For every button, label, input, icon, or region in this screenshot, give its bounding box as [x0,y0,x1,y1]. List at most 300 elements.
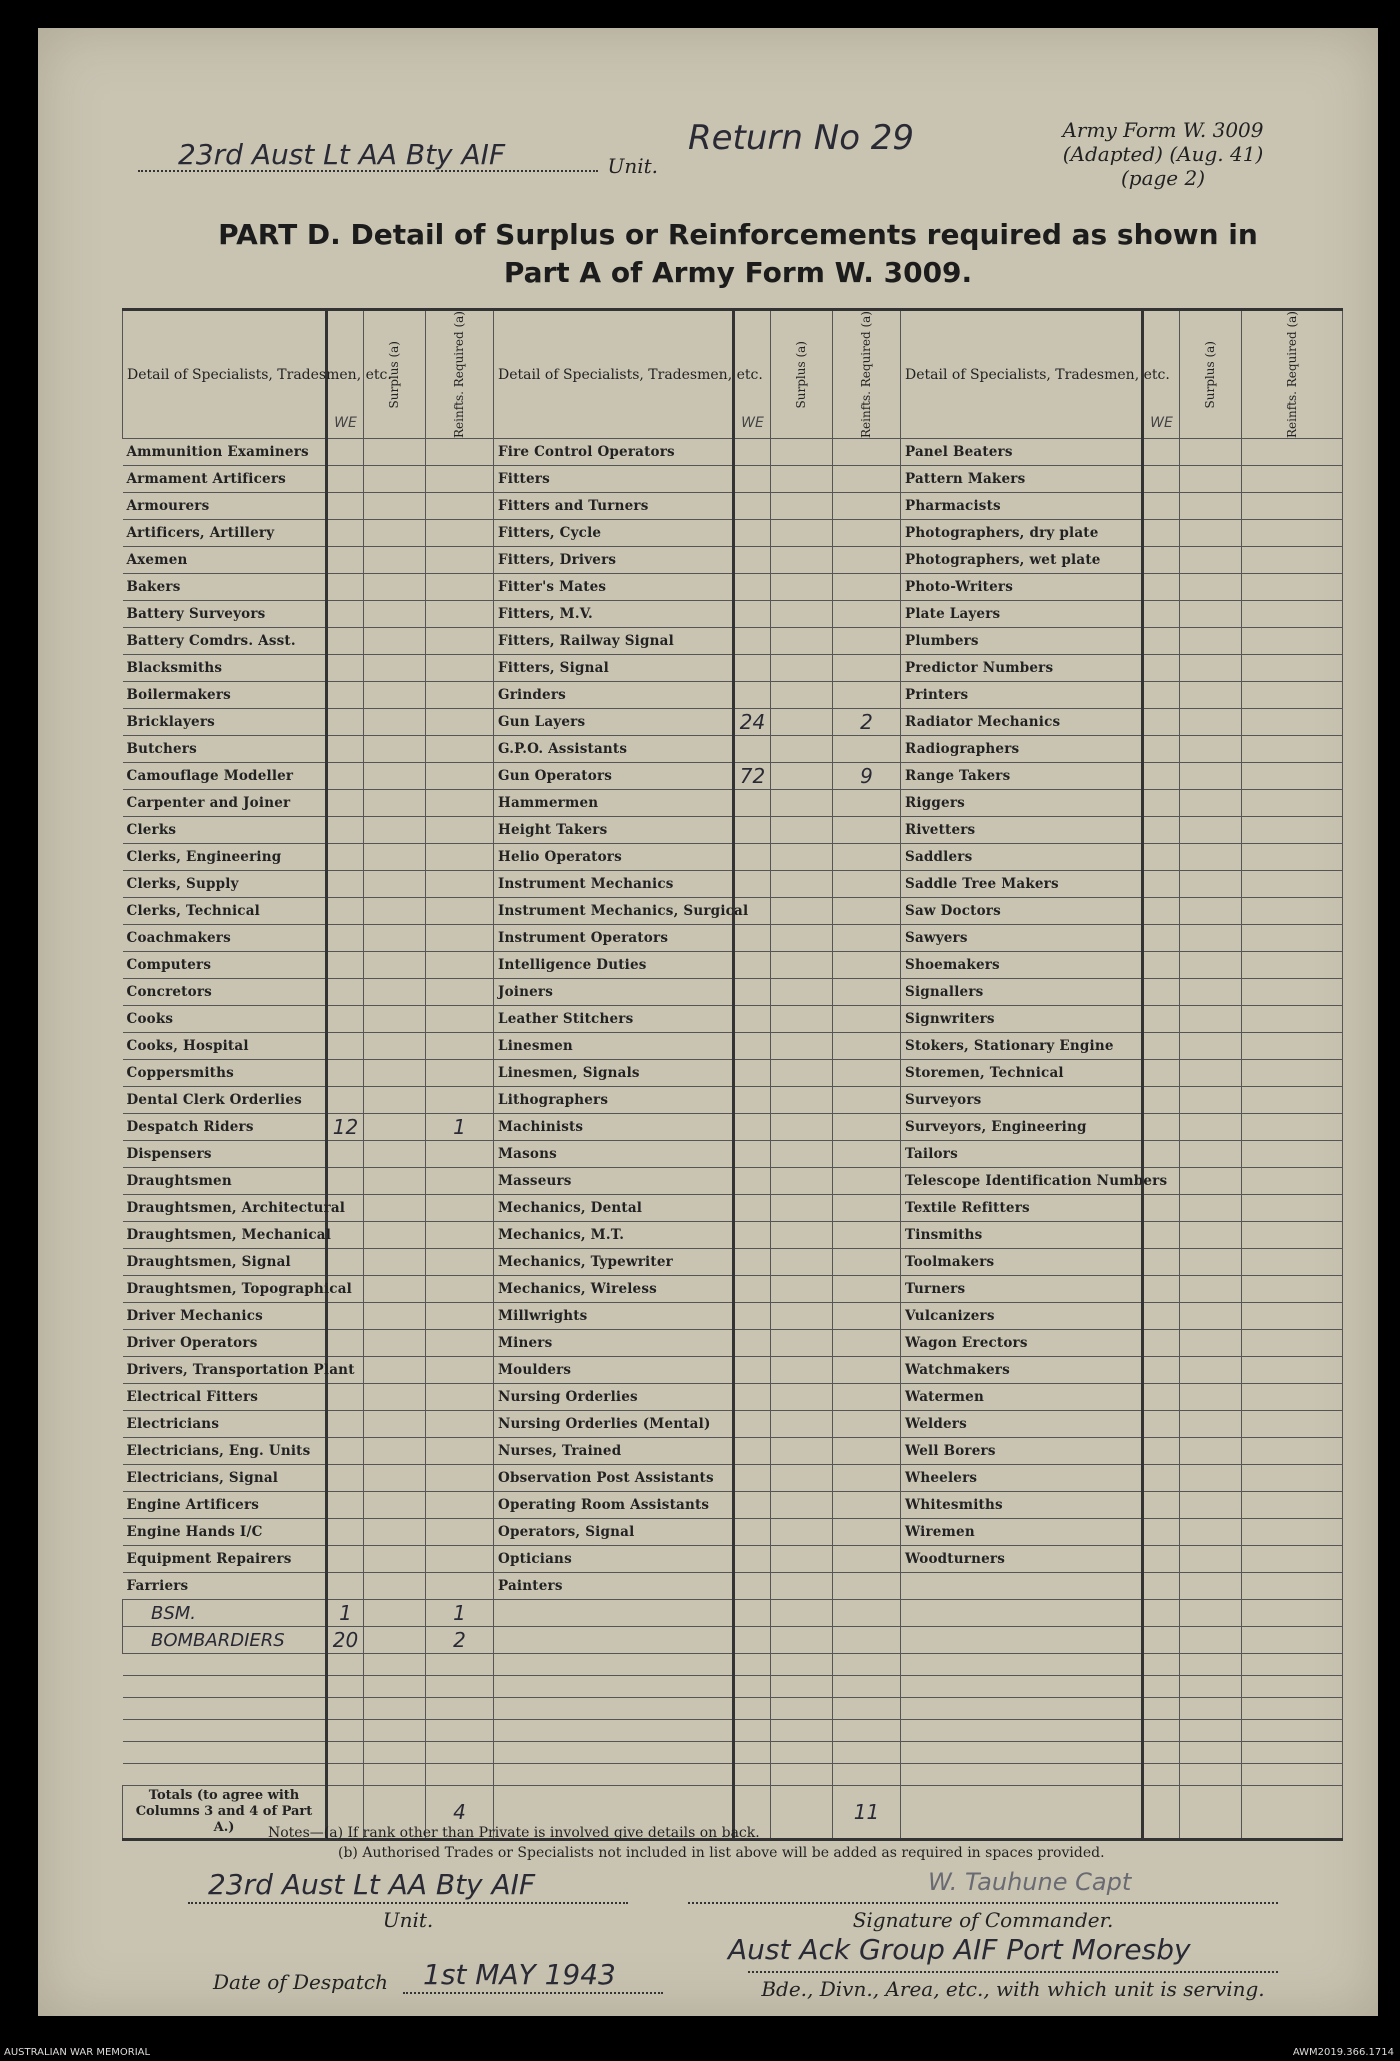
reinfts-cell [426,1654,494,1676]
we-cell [734,1764,771,1786]
reinfts-cell [833,1676,901,1698]
surplus-cell [771,871,833,898]
surplus-cell [771,1168,833,1195]
surplus-cell [1180,1195,1242,1222]
we-cell [1143,1438,1180,1465]
trade-name: Nursing Orderlies [494,1384,734,1411]
surplus-cell [771,1114,833,1141]
reinfts-cell [426,1492,494,1519]
reinfts-cell [1242,898,1343,925]
trade-name [494,1698,734,1720]
we-cell [734,682,771,709]
header-detail-2: Detail of Specialists, Tradesmen, etc. [494,310,734,439]
we-cell [327,628,364,655]
trade-name: Camouflage Modeller [123,763,327,790]
table-row [123,1384,1343,1411]
we-cell: 20 [327,1627,364,1654]
trade-name [901,1764,1143,1786]
we-cell [734,1654,771,1676]
date-label: Date of Despatch [213,1970,388,1994]
trade-name: Farriers [123,1573,327,1600]
reinfts-cell [426,493,494,520]
surplus-cell [1180,1465,1242,1492]
we-cell [1143,655,1180,682]
surplus-cell [364,1357,426,1384]
trade-name: Fitters, Drivers [494,547,734,574]
trade-name: Driver Mechanics [123,1303,327,1330]
we-cell [327,844,364,871]
we-cell [734,1720,771,1742]
we-cell [734,1249,771,1276]
we-cell [1143,520,1180,547]
reinfts-cell [1242,493,1343,520]
reinfts-cell [833,601,901,628]
surplus-cell [364,1114,426,1141]
trade-name: Lithographers [494,1087,734,1114]
reinfts-cell [426,1465,494,1492]
trade-name: Engine Artificers [123,1492,327,1519]
trade-name: Signwriters [901,1006,1143,1033]
we-cell [327,763,364,790]
reinfts-cell [1242,1249,1343,1276]
reinfts-cell [833,736,901,763]
reinfts-cell [426,709,494,736]
trade-name: Photo-Writers [901,574,1143,601]
reinfts-cell [833,1438,901,1465]
note-a: Notes—(a) If rank other than Private is involved give details on back. [268,1825,760,1841]
trade-name: Mechanics, Typewriter [494,1249,734,1276]
table-row [123,493,1343,520]
surplus-cell [364,439,426,466]
brigade-line [748,1971,1278,1973]
surplus-cell [1180,925,1242,952]
table-row [123,520,1343,547]
table-row [123,709,1343,736]
blank-row [123,1764,1343,1786]
unit-field [138,128,658,178]
surplus-cell [364,1141,426,1168]
surplus-cell [1180,1114,1242,1141]
reinfts-cell [833,1330,901,1357]
surplus-cell [1180,1492,1242,1519]
surplus-cell [771,1698,833,1720]
surplus-cell [364,1276,426,1303]
trade-name: Tinsmiths [901,1222,1143,1249]
trade-name: Electrical Fitters [123,1384,327,1411]
we-cell [1143,1600,1180,1627]
trade-name: Photographers, wet plate [901,547,1143,574]
trade-name: Fitters, Cycle [494,520,734,547]
reinfts-cell [426,1087,494,1114]
reinfts-cell [1242,1168,1343,1195]
we-cell [734,1627,771,1654]
specialists-table [122,308,1342,1841]
table-row [123,736,1343,763]
reinfts-cell [1242,1384,1343,1411]
reinfts-cell [1242,1698,1343,1720]
we-cell [734,466,771,493]
surplus-cell [1180,1627,1242,1654]
reinfts-cell [833,574,901,601]
we-cell [734,493,771,520]
reinfts-cell [1242,466,1343,493]
reinfts-cell [1242,871,1343,898]
signature-field [688,1868,1278,1934]
trade-name: Mechanics, Wireless [494,1276,734,1303]
we-cell [734,547,771,574]
signature-label: Signature of Commander. [852,1908,1114,1932]
table-row [123,547,1343,574]
we-cell [1143,1033,1180,1060]
trade-name: Draughtsmen, Signal [123,1249,327,1276]
trade-name: Signallers [901,979,1143,1006]
we-cell [734,1546,771,1573]
surplus-cell [364,1764,426,1786]
table-row [123,1330,1343,1357]
surplus-cell [1180,817,1242,844]
date-field [213,1958,663,1998]
brigade-handwriting: Aust Ack Group AIF Port Moresby [728,1933,1191,1966]
surplus-cell [1180,1411,1242,1438]
surplus-cell [771,1546,833,1573]
reinfts-cell [833,844,901,871]
reinfts-cell [833,1698,901,1720]
trade-name: Clerks, Supply [123,871,327,898]
reinfts-cell [426,1720,494,1742]
reinfts-cell [833,520,901,547]
surplus-cell [364,736,426,763]
totals-reinfts-cell [1242,1786,1343,1840]
surplus-cell [364,1742,426,1764]
surplus-cell [1180,1384,1242,1411]
surplus-cell [1180,1276,1242,1303]
we-cell [734,979,771,1006]
reinfts-cell [426,1411,494,1438]
trade-name: Radiographers [901,736,1143,763]
trade-name: Mechanics, Dental [494,1195,734,1222]
surplus-cell [364,1492,426,1519]
we-cell [734,1330,771,1357]
trade-name: Coppersmiths [123,1060,327,1087]
we-cell [327,1676,364,1698]
surplus-cell [364,844,426,871]
surplus-cell [1180,1060,1242,1087]
blank-row [123,1654,1343,1676]
trade-name: Photographers, dry plate [901,520,1143,547]
reinfts-cell [1242,439,1343,466]
surplus-cell [771,1249,833,1276]
we-cell [327,871,364,898]
reinfts-cell [426,1303,494,1330]
trade-name: Electricians [123,1411,327,1438]
reinfts-cell [1242,547,1343,574]
title-line-1: PART D. Detail of Surplus or Reinforcements required as shown in [218,218,1258,251]
trade-name: Dispensers [123,1141,327,1168]
added-trade-name: BOMBARDIERS [123,1627,327,1654]
table-row [123,1033,1343,1060]
trade-name: Surveyors [901,1087,1143,1114]
date-line [403,1992,663,1994]
surplus-cell [1180,979,1242,1006]
trade-name: Despatch Riders [123,1114,327,1141]
we-cell [327,1411,364,1438]
we-cell [734,925,771,952]
surplus-cell [771,1519,833,1546]
we-cell [734,1168,771,1195]
we-cell [734,1573,771,1600]
surplus-cell [771,655,833,682]
surplus-cell [1180,628,1242,655]
surplus-cell [1180,1742,1242,1764]
surplus-cell [1180,709,1242,736]
reinfts-cell [1242,952,1343,979]
reinfts-cell [426,1519,494,1546]
reinfts-cell [833,1600,901,1627]
surplus-cell [364,1411,426,1438]
we-cell [327,601,364,628]
trade-name: Draughtsmen [123,1168,327,1195]
we-cell [734,1006,771,1033]
we-cell [327,790,364,817]
trade-name: Cooks [123,1006,327,1033]
we-cell [1143,1114,1180,1141]
title-line-2: Part A of Army Form W. 3009. [503,256,973,289]
we-cell [734,1742,771,1764]
trade-name [901,1742,1143,1764]
we-cell [734,817,771,844]
reinfts-cell: 2 [426,1627,494,1654]
we-cell [734,628,771,655]
reinfts-cell [833,1222,901,1249]
reinfts-cell [833,952,901,979]
surplus-cell [771,682,833,709]
trade-name: Fitters, M.V. [494,601,734,628]
table-row [123,1006,1343,1033]
we-cell [734,1141,771,1168]
table-row [123,1411,1343,1438]
we-cell [1143,1742,1180,1764]
surplus-cell [1180,1303,1242,1330]
surplus-cell [364,790,426,817]
reinfts-cell [833,1195,901,1222]
surplus-cell [771,1720,833,1742]
trade-name [494,1742,734,1764]
we-cell [327,952,364,979]
we-cell [1143,1519,1180,1546]
reinfts-cell [833,1357,901,1384]
reinfts-cell [426,1438,494,1465]
surplus-cell [364,601,426,628]
surplus-cell [364,1087,426,1114]
trade-name: Armament Artificers [123,466,327,493]
reinfts-cell [1242,1627,1343,1654]
reinfts-cell [1242,763,1343,790]
we-cell [1143,439,1180,466]
surplus-cell [1180,682,1242,709]
form-number: Army Form W. 3009 [1062,118,1264,142]
reinfts-cell [426,1676,494,1698]
surplus-cell [364,1384,426,1411]
we-cell [734,1384,771,1411]
reinfts-cell [426,1033,494,1060]
reinfts-cell [1242,1654,1343,1676]
trade-name: Axemen [123,547,327,574]
trade-name: Hammermen [494,790,734,817]
reinfts-cell [833,1249,901,1276]
trade-name: Artificers, Artillery [123,520,327,547]
trade-name: Observation Post Assistants [494,1465,734,1492]
we-cell [734,520,771,547]
trade-name: Fitters [494,466,734,493]
surplus-cell [364,1720,426,1742]
header-we-1: WE [327,310,364,439]
trade-name: Well Borers [901,1438,1143,1465]
we-cell [1143,493,1180,520]
we-cell [1143,1627,1180,1654]
table-row [123,790,1343,817]
we-cell [327,817,364,844]
we-cell [327,1033,364,1060]
surplus-cell [771,1742,833,1764]
surplus-cell [1180,1676,1242,1698]
reinfts-cell [426,574,494,601]
surplus-cell [771,601,833,628]
reinfts-cell: 1 [426,1114,494,1141]
return-number-handwriting: Return No 29 [688,118,915,158]
surplus-cell [1180,1330,1242,1357]
we-cell [1143,952,1180,979]
surplus-cell [364,655,426,682]
reinfts-cell [426,1546,494,1573]
trade-name: Operators, Signal [494,1519,734,1546]
reinfts-cell [833,898,901,925]
blank-row [123,1698,1343,1720]
we-cell [1143,1384,1180,1411]
we-cell [327,655,364,682]
signature-line [688,1902,1278,1904]
we-cell [1143,1676,1180,1698]
table-row [123,655,1343,682]
we-cell [1143,1276,1180,1303]
reinfts-cell [426,1222,494,1249]
trade-name: Printers [901,682,1143,709]
we-cell [327,1519,364,1546]
trade-name [494,1600,734,1627]
reinfts-cell [1242,574,1343,601]
table-row [123,1357,1343,1384]
reinfts-cell [833,1546,901,1573]
surplus-cell [364,1438,426,1465]
trade-name: Grinders [494,682,734,709]
table-row [123,1303,1343,1330]
reinfts-cell [426,1195,494,1222]
surplus-cell [364,520,426,547]
reinfts-cell: 9 [833,763,901,790]
reinfts-cell [833,1519,901,1546]
we-cell: 1 [327,1600,364,1627]
trade-name: Toolmakers [901,1249,1143,1276]
trade-name: Armourers [123,493,327,520]
surplus-cell [364,1222,426,1249]
we-cell [734,1060,771,1087]
surplus-cell [1180,898,1242,925]
trade-name: Miners [494,1330,734,1357]
we-cell [1143,844,1180,871]
trade-name: Engine Hands I/C [123,1519,327,1546]
surplus-cell [364,898,426,925]
brigade-label: Bde., Divn., Area, etc., with which unit is serving. [761,1977,1265,2001]
we-cell [1143,547,1180,574]
totals-reinfts-cell: 11 [833,1786,901,1840]
we-cell [327,1465,364,1492]
trade-name: Saddlers [901,844,1143,871]
table-row [123,952,1343,979]
we-cell [734,1492,771,1519]
we-cell [327,1222,364,1249]
header-reinfts-1: Reinfts. Required (a) [426,310,494,439]
reinfts-cell [426,763,494,790]
surplus-cell [771,925,833,952]
reinfts-cell [426,898,494,925]
surplus-cell [364,1060,426,1087]
surplus-cell [364,763,426,790]
we-cell [327,1384,364,1411]
we-cell [327,1060,364,1087]
trade-name: Drivers, Transportation Plant [123,1357,327,1384]
we-cell [327,1546,364,1573]
we-cell [1143,1195,1180,1222]
surplus-cell [364,574,426,601]
trade-name: Stokers, Stationary Engine [901,1033,1143,1060]
surplus-cell [1180,1006,1242,1033]
reinfts-cell [833,466,901,493]
unit-handwriting: 23rd Aust Lt AA Bty AIF [178,138,506,171]
we-cell [734,1465,771,1492]
form-page: (page 2) [1120,166,1206,190]
reinfts-cell [833,1114,901,1141]
surplus-cell [771,1438,833,1465]
trade-name: Fitter's Mates [494,574,734,601]
surplus-cell [1180,1438,1242,1465]
reinfts-cell [426,1764,494,1786]
we-cell [734,1033,771,1060]
we-cell [1143,1764,1180,1786]
reinfts-cell [1242,817,1343,844]
surplus-cell [771,763,833,790]
trade-name: Pattern Makers [901,466,1143,493]
we-cell [1143,709,1180,736]
we-cell [1143,1303,1180,1330]
reinfts-cell [426,547,494,574]
trade-name: Sawyers [901,925,1143,952]
table-row [123,763,1343,790]
we-cell [1143,466,1180,493]
surplus-cell [771,1276,833,1303]
trade-name [901,1698,1143,1720]
trade-name: Intelligence Duties [494,952,734,979]
surplus-cell [771,1654,833,1676]
trade-name [901,1720,1143,1742]
unit-dotted-line [138,170,598,172]
we-cell [327,547,364,574]
table-row [123,1114,1343,1141]
trade-name: G.P.O. Assistants [494,736,734,763]
trade-name: Dental Clerk Orderlies [123,1087,327,1114]
surplus-cell [771,1222,833,1249]
we-cell [327,682,364,709]
reinfts-cell [1242,844,1343,871]
header-we-2: WE [734,310,771,439]
